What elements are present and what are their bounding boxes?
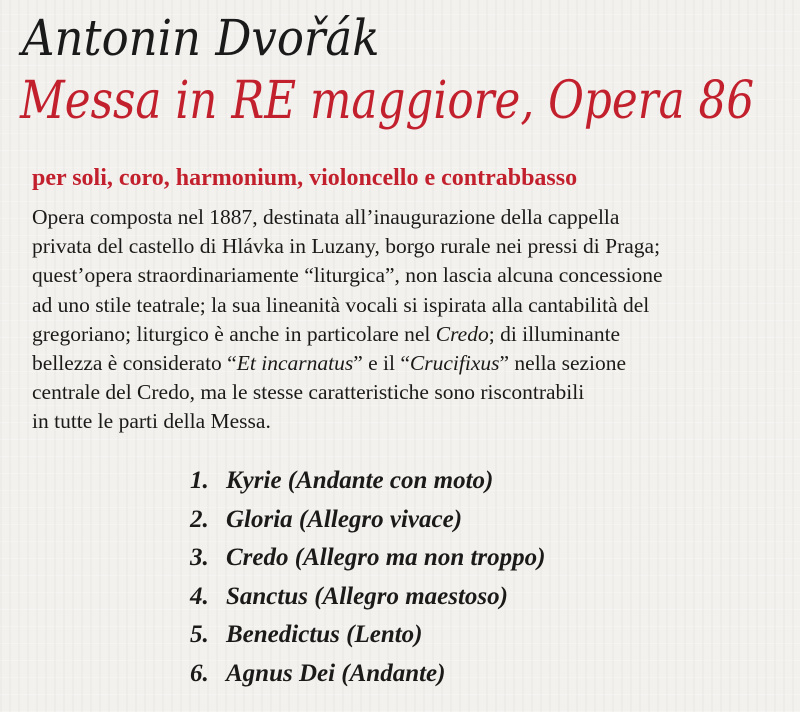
scoring-subtitle: per soli, coro, harmonium, violoncello e contrabbasso <box>32 165 578 191</box>
description-line: Opera composta nel 1887, destinata all’inaugurazione della cappella <box>32 205 620 229</box>
movement-item <box>190 462 545 501</box>
description-line: in tutte le parti della Messa. <box>32 409 271 434</box>
movements-list <box>190 462 545 694</box>
description-text: gregoriano; liturgico è anche in particolare nel <box>32 321 436 346</box>
credo-emphasis: Credo <box>435 321 489 346</box>
description-line: centrale del Credo, ma le stesse caratteristiche sono riscontrabili <box>32 380 585 405</box>
et-incarnatus-emphasis: Et incarnatus <box>236 351 354 376</box>
movement-number: 2. <box>190 505 209 533</box>
description-line <box>32 320 792 349</box>
movement-number: 6. <box>190 659 209 687</box>
description-line: ad uno stile teatrale; la sua lineanità vocali si ispirata alla cantabilità del <box>32 292 650 317</box>
description-text: bellezza è considerato “ <box>32 351 237 376</box>
movement-title: Gloria (Allegro vivace) <box>226 505 463 533</box>
description-line: quest’opera straordinariamente “liturgica”, non lascia alcuna concessione <box>32 263 663 288</box>
movement-item <box>190 655 545 694</box>
movement-item <box>190 501 545 540</box>
movement-item <box>190 616 545 655</box>
work-title: Messa in RE maggiore, Opera 86 <box>20 71 755 131</box>
movement-title: Kyrie (Andante con moto) <box>226 467 494 494</box>
description-text: ” nella sezione <box>499 351 627 376</box>
movement-number: 3. <box>190 544 209 572</box>
description-text: ; di illuminante <box>488 321 621 346</box>
description-paragraph <box>32 203 792 437</box>
movement-number: 5. <box>190 621 209 649</box>
movement-number: 4. <box>190 582 209 610</box>
movement-number: 1. <box>190 467 209 494</box>
movement-title: Credo (Allegro ma non troppo) <box>226 544 546 572</box>
movement-title: Benedictus (Lento) <box>226 621 423 649</box>
description-line: privata del castello di Hlávka in Luzany, borgo rurale nei pressi di Praga; <box>32 234 661 259</box>
composer-title: Antonin Dvořák <box>22 9 380 67</box>
movement-item <box>190 539 545 578</box>
description-text: ” e il “ <box>353 351 410 376</box>
movement-title: Sanctus (Allegro maestoso) <box>226 582 508 610</box>
description-line <box>32 349 792 378</box>
crucifixus-emphasis: Crucifixus <box>409 351 500 376</box>
movement-item <box>190 578 545 617</box>
movement-title: Agnus Dei (Andante) <box>226 659 446 687</box>
